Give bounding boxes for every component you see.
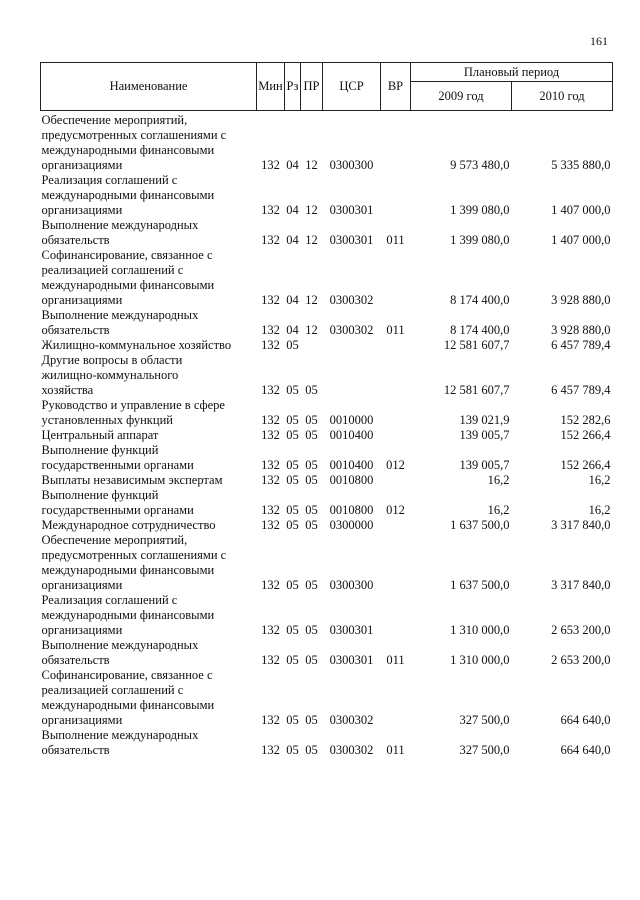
row-pr: 05 [305, 623, 318, 637]
row-name: Софинансирование, связанное с реализацией соглашений с международными финансовыми организациями [41, 668, 215, 727]
row-csr: 0300302 [329, 743, 374, 757]
row-pr: 05 [305, 413, 318, 427]
row-rz: 05 [286, 578, 299, 592]
row-csr: 0300302 [329, 713, 374, 727]
row-value-2010: 3 928 880,0 [551, 293, 611, 307]
row-name: Софинансирование, связанное с реализацией соглашений с международными финансовыми организациями [41, 248, 215, 307]
row-min: 132 [261, 203, 280, 217]
row-value-2010: 1 407 000,0 [551, 233, 611, 247]
table-row [41, 488, 613, 518]
row-min: 132 [261, 653, 280, 667]
row-name: Руководство и управление в сфере установленных функций [41, 398, 225, 427]
row-vr [381, 353, 411, 398]
header-rz: Рз [285, 63, 301, 111]
row-value-2010: 3 317 840,0 [551, 578, 611, 592]
table-row [41, 338, 613, 353]
row-csr: 0300301 [329, 623, 374, 637]
row-value-2009: 1 310 000,0 [450, 623, 510, 637]
row-value-2010: 16,2 [588, 473, 611, 487]
row-rz: 04 [286, 158, 299, 172]
row-rz: 04 [286, 293, 299, 307]
row-rz: 05 [286, 383, 299, 397]
row-min: 132 [261, 413, 280, 427]
row-name: Выполнение международных обязательств [41, 638, 199, 667]
row-min: 132 [261, 518, 280, 532]
row-value-2009: 139 021,9 [459, 413, 510, 427]
row-value-2010: 3 317 840,0 [551, 518, 611, 532]
row-pr: 05 [305, 653, 318, 667]
table-row [41, 248, 613, 308]
row-pr: 05 [305, 503, 318, 517]
row-csr: 0010400 [329, 458, 374, 472]
row-vr: 011 [386, 323, 405, 337]
row-value-2009: 1 637 500,0 [450, 578, 510, 592]
row-value-2009: 9 573 480,0 [450, 158, 510, 172]
row-rz: 05 [286, 518, 299, 532]
row-pr: 12 [305, 233, 318, 247]
row-csr: 0010800 [329, 473, 374, 487]
row-value-2010: 1 407 000,0 [551, 203, 611, 217]
row-rz: 04 [286, 323, 299, 337]
row-rz: 05 [286, 413, 299, 427]
header-csr: ЦСР [323, 63, 381, 111]
row-value-2009: 16,2 [487, 503, 510, 517]
row-name: Выполнение международных обязательств [41, 308, 199, 337]
row-vr: 012 [386, 503, 405, 517]
row-vr [381, 248, 411, 308]
header-name: Наименование [41, 63, 257, 111]
row-name: Жилищно-коммунальное хозяйство [41, 338, 232, 352]
row-min: 132 [261, 743, 280, 757]
row-csr: 0300301 [329, 233, 374, 247]
row-value-2009: 1 637 500,0 [450, 518, 510, 532]
row-value-2010: 6 457 789,4 [551, 383, 611, 397]
row-rz: 05 [286, 653, 299, 667]
table-body [41, 111, 613, 759]
table-row [41, 398, 613, 428]
row-value-2010: 6 457 789,4 [551, 338, 611, 352]
row-vr [381, 518, 411, 533]
row-value-2009: 1 399 080,0 [450, 233, 510, 247]
row-rz: 05 [286, 623, 299, 637]
row-vr [381, 338, 411, 353]
row-vr [381, 173, 411, 218]
row-vr [381, 111, 411, 174]
row-value-2010: 664 640,0 [560, 743, 611, 757]
row-name: Обеспечение мероприятий, предусмотренных соглашениями с международными финансовыми организациями [41, 533, 227, 592]
row-rz: 05 [286, 503, 299, 517]
row-value-2009: 16,2 [487, 473, 510, 487]
row-csr: 0300300 [329, 578, 374, 592]
row-value-2009: 12 581 607,7 [443, 383, 510, 397]
row-min: 132 [261, 323, 280, 337]
row-value-2010: 3 928 880,0 [551, 323, 611, 337]
row-pr [301, 338, 323, 353]
table-row [41, 533, 613, 593]
row-name: Выполнение функций государственными органами [41, 443, 194, 472]
row-csr: 0300301 [329, 653, 374, 667]
row-min: 132 [261, 473, 280, 487]
row-pr: 12 [305, 203, 318, 217]
row-pr: 05 [305, 518, 318, 532]
row-csr [323, 353, 381, 398]
row-name: Центральный аппарат [41, 428, 159, 442]
table-row [41, 518, 613, 533]
table-row [41, 173, 613, 218]
header-vr: ВР [381, 63, 411, 111]
header-min: Мин [257, 63, 285, 111]
row-pr: 05 [305, 383, 318, 397]
row-csr: 0300000 [329, 518, 374, 532]
row-csr: 0010000 [329, 413, 374, 427]
row-name: Выполнение международных обязательств [41, 728, 199, 757]
row-min: 132 [261, 458, 280, 472]
row-pr: 05 [305, 743, 318, 757]
header-year-2009: 2009 год [411, 82, 512, 111]
row-rz: 05 [286, 458, 299, 472]
row-min: 132 [261, 338, 280, 352]
row-rz: 05 [286, 743, 299, 757]
header-pr: ПР [301, 63, 323, 111]
table-row [41, 443, 613, 473]
table-row [41, 593, 613, 638]
row-value-2009: 1 399 080,0 [450, 203, 510, 217]
row-csr [323, 338, 381, 353]
row-value-2010: 152 266,4 [560, 428, 611, 442]
row-value-2009: 8 174 400,0 [450, 293, 510, 307]
row-csr: 0300301 [329, 203, 374, 217]
row-value-2009: 139 005,7 [459, 428, 510, 442]
row-rz: 04 [286, 233, 299, 247]
row-value-2010: 152 266,4 [560, 458, 611, 472]
row-csr: 0010400 [329, 428, 374, 442]
row-vr [381, 473, 411, 488]
row-min: 132 [261, 713, 280, 727]
row-min: 132 [261, 623, 280, 637]
row-rz: 05 [286, 473, 299, 487]
table-row [41, 728, 613, 758]
row-min: 132 [261, 233, 280, 247]
row-vr [381, 668, 411, 728]
row-rz: 05 [286, 428, 299, 442]
row-vr: 011 [386, 233, 405, 247]
table-row [41, 638, 613, 668]
row-rz: 05 [286, 713, 299, 727]
row-min: 132 [261, 383, 280, 397]
row-min: 132 [261, 158, 280, 172]
table-row [41, 218, 613, 248]
row-value-2009: 12 581 607,7 [443, 338, 510, 352]
row-value-2009: 8 174 400,0 [450, 323, 510, 337]
row-name: Выполнение функций государственными органами [41, 488, 194, 517]
row-value-2009: 139 005,7 [459, 458, 510, 472]
row-value-2009: 327 500,0 [459, 713, 510, 727]
row-value-2010: 16,2 [588, 503, 611, 517]
row-name: Реализация соглашений с международными финансовыми организациями [41, 173, 215, 217]
header-year-2010: 2010 год [512, 82, 613, 111]
row-pr: 05 [305, 458, 318, 472]
row-min: 132 [261, 428, 280, 442]
row-min: 132 [261, 578, 280, 592]
table-row [41, 308, 613, 338]
row-value-2010: 152 282,6 [560, 413, 611, 427]
budget-table [40, 62, 613, 758]
row-csr: 0300302 [329, 293, 374, 307]
row-name: Другие вопросы в области жилищно-коммунального хозяйства [41, 353, 183, 397]
row-vr: 011 [386, 743, 405, 757]
row-pr: 12 [305, 323, 318, 337]
row-name: Международное сотрудничество [41, 518, 216, 532]
table-row [41, 473, 613, 488]
row-pr: 05 [305, 428, 318, 442]
row-min: 132 [261, 503, 280, 517]
row-value-2010: 5 335 880,0 [551, 158, 611, 172]
row-rz: 05 [286, 338, 299, 352]
row-name: Реализация соглашений с международными финансовыми организациями [41, 593, 215, 637]
table-row [41, 428, 613, 443]
table-row [41, 353, 613, 398]
row-pr: 05 [305, 473, 318, 487]
row-vr [381, 593, 411, 638]
row-vr [381, 533, 411, 593]
row-value-2010: 2 653 200,0 [551, 623, 611, 637]
row-vr [381, 398, 411, 428]
row-csr: 0010800 [329, 503, 374, 517]
table-row [41, 668, 613, 728]
row-vr [381, 428, 411, 443]
row-name: Выплаты независимым экспертам [41, 473, 223, 487]
table-row [41, 111, 613, 174]
row-value-2010: 664 640,0 [560, 713, 611, 727]
row-csr: 0300300 [329, 158, 374, 172]
row-pr: 05 [305, 578, 318, 592]
row-vr: 011 [386, 653, 405, 667]
row-vr: 012 [386, 458, 405, 472]
header-planned-period: Плановый период [411, 63, 613, 82]
row-pr: 12 [305, 158, 318, 172]
row-name: Обеспечение мероприятий, предусмотренных соглашениями с международными финансовыми организациями [41, 113, 227, 172]
row-value-2009: 1 310 000,0 [450, 653, 510, 667]
row-name: Выполнение международных обязательств [41, 218, 199, 247]
row-pr: 12 [305, 293, 318, 307]
row-csr: 0300302 [329, 323, 374, 337]
row-min: 132 [261, 293, 280, 307]
row-pr: 05 [305, 713, 318, 727]
table-header [41, 63, 613, 111]
row-rz: 04 [286, 203, 299, 217]
row-value-2010: 2 653 200,0 [551, 653, 611, 667]
page-number: 161 [590, 34, 608, 48]
row-value-2009: 327 500,0 [459, 743, 510, 757]
